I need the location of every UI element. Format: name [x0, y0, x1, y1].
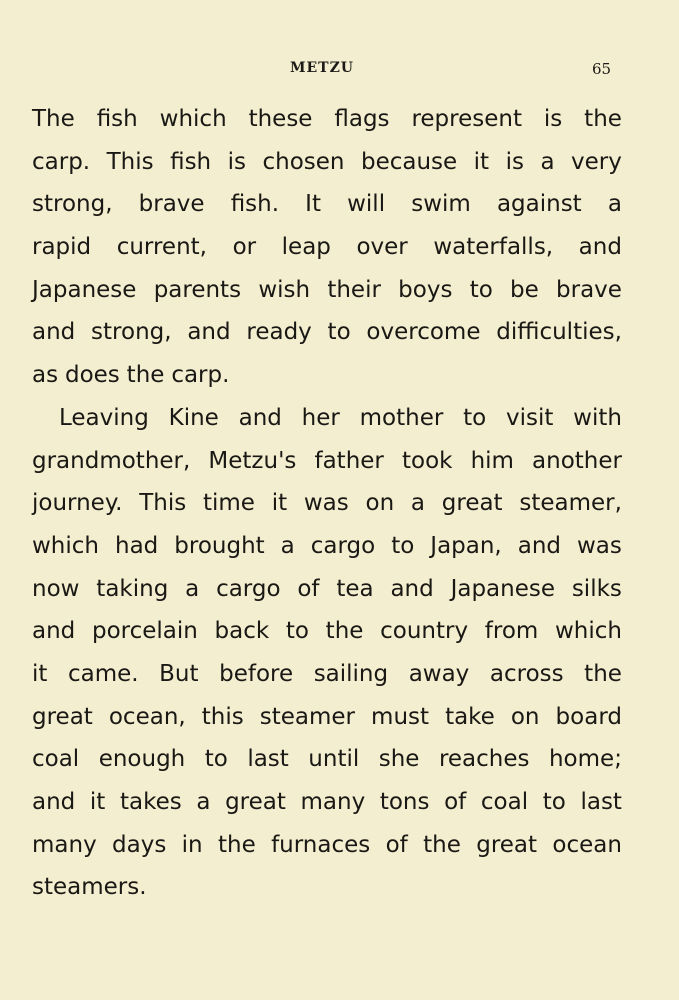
word: many	[300, 789, 366, 815]
word: another	[532, 447, 622, 474]
word: which	[32, 532, 100, 559]
word: a	[185, 575, 200, 602]
word: visit	[505, 404, 554, 431]
word: brought	[174, 532, 265, 559]
word: and	[32, 319, 76, 346]
word: it	[271, 490, 288, 517]
text-line	[32, 866, 622, 909]
word: takes	[119, 789, 182, 815]
word: came.	[67, 660, 139, 687]
word: ocean,	[108, 703, 186, 730]
word: grandmother,	[32, 447, 191, 474]
word: steamers.	[32, 874, 147, 901]
word: Japanese	[450, 575, 555, 602]
word: It	[305, 191, 321, 218]
word: to	[285, 618, 309, 645]
word: a	[540, 148, 555, 175]
word: rapid	[32, 234, 92, 261]
word: and	[390, 575, 434, 602]
word: great	[476, 831, 538, 858]
word: porcelain	[91, 618, 198, 645]
word: the	[217, 831, 256, 858]
text-line	[32, 824, 622, 867]
word: the	[584, 660, 622, 687]
word: enough	[98, 746, 186, 773]
word: waterfalls,	[433, 234, 554, 261]
word: fish	[96, 106, 138, 132]
text-line	[32, 738, 622, 781]
word: the	[584, 106, 622, 132]
word: the	[423, 831, 461, 858]
word: steamer,	[519, 490, 622, 517]
word: flags	[334, 106, 390, 132]
text-line	[32, 397, 622, 440]
word: now	[32, 575, 80, 602]
word: was	[577, 532, 622, 559]
word: on	[510, 703, 540, 730]
word: of	[385, 831, 408, 858]
word: is	[543, 106, 563, 132]
text-line	[32, 98, 622, 141]
word: Japan,	[430, 532, 502, 559]
running-title: METZU	[290, 60, 355, 76]
word: Metzu's	[208, 447, 297, 474]
word: which	[554, 618, 622, 645]
word: be	[510, 276, 539, 303]
word: to	[204, 746, 228, 773]
text-line	[32, 781, 622, 824]
word: their	[327, 276, 381, 303]
word: But	[159, 660, 199, 687]
text-line	[32, 653, 622, 696]
word: it	[89, 789, 106, 815]
word: over	[356, 234, 408, 261]
word: many	[32, 831, 97, 858]
word: a	[280, 532, 295, 559]
word: difficulties,	[496, 319, 622, 346]
text-line	[32, 482, 622, 525]
word: carp.	[171, 362, 230, 389]
text-line	[32, 568, 622, 611]
word: great	[32, 703, 93, 730]
word: time	[202, 490, 255, 517]
word: swim	[411, 191, 471, 218]
word: cargo	[310, 532, 376, 559]
word: and	[187, 319, 231, 346]
word: journey.	[32, 490, 123, 517]
word: brave	[138, 191, 205, 218]
word: sailing	[313, 660, 389, 687]
word: great	[441, 490, 503, 517]
word: reaches	[438, 746, 530, 773]
text-line	[32, 226, 622, 269]
word: of	[444, 789, 467, 815]
word: The	[32, 106, 75, 132]
word: coal	[480, 789, 529, 815]
word: is	[505, 148, 524, 175]
text-line	[32, 525, 622, 568]
word: current,	[116, 234, 207, 261]
word: to	[391, 532, 415, 559]
word: until	[308, 746, 360, 773]
word: carp.	[32, 148, 91, 175]
word: home;	[548, 746, 622, 773]
text-line	[32, 440, 622, 483]
word: fish	[170, 148, 212, 175]
word: because	[360, 148, 458, 175]
word: leap	[281, 234, 331, 261]
word: take	[445, 703, 495, 730]
word: country	[380, 618, 469, 645]
word: board	[555, 703, 622, 730]
word: will	[347, 191, 386, 218]
word: her	[301, 404, 340, 431]
text-line	[32, 696, 622, 739]
word: and	[238, 404, 282, 431]
word: chosen	[262, 148, 345, 175]
word: him	[470, 447, 514, 474]
word: taking	[96, 575, 169, 602]
word: it	[473, 148, 490, 175]
word: Kine	[168, 404, 219, 431]
word: does	[64, 362, 120, 389]
word: tons	[379, 789, 430, 815]
word: to	[542, 789, 566, 815]
word: the	[325, 618, 364, 645]
word: steamer	[259, 703, 356, 730]
word: away	[408, 660, 470, 687]
word: boys	[398, 276, 453, 303]
text-line	[32, 183, 622, 226]
word: in	[181, 831, 203, 858]
word: a	[607, 191, 622, 218]
paragraph	[32, 397, 622, 909]
word: and	[32, 789, 76, 815]
word: a	[410, 490, 426, 517]
text-line	[32, 610, 622, 653]
word: to	[463, 404, 487, 431]
word: or	[232, 234, 257, 261]
page-number: 65	[592, 60, 612, 78]
word: on	[365, 490, 395, 517]
word: ocean	[552, 831, 622, 858]
word: these	[248, 106, 313, 132]
word: days	[112, 831, 167, 858]
word: Leaving	[59, 404, 149, 431]
word: and	[517, 532, 562, 559]
word: tea	[336, 575, 374, 602]
text-line	[32, 311, 622, 354]
word: wish	[258, 276, 311, 303]
word: before	[219, 660, 294, 687]
word: a	[196, 789, 211, 815]
word: This	[106, 148, 154, 175]
text-line	[32, 141, 622, 184]
text-line	[32, 269, 622, 312]
word: cargo	[216, 575, 281, 602]
word: silks	[571, 575, 622, 602]
word: of	[297, 575, 320, 602]
word: was	[303, 490, 349, 517]
word: represent	[411, 106, 522, 132]
word: across	[489, 660, 564, 687]
word: great	[225, 789, 286, 815]
word: from	[484, 618, 539, 645]
word: very	[571, 148, 622, 175]
running-header	[0, 60, 679, 80]
word: which	[159, 106, 227, 132]
word: and	[32, 618, 76, 645]
word: this	[201, 703, 244, 730]
word: mother	[359, 404, 444, 431]
word: parents	[153, 276, 242, 303]
word: the	[126, 362, 165, 389]
word: must	[371, 703, 430, 730]
word: with	[573, 404, 622, 431]
word: Japanese	[32, 276, 137, 303]
word: as	[32, 362, 59, 389]
paragraph	[32, 98, 622, 397]
word: fish.	[230, 191, 280, 218]
word: brave	[556, 276, 622, 303]
text-line	[32, 354, 622, 397]
word: strong,	[32, 191, 113, 218]
word: last	[247, 746, 289, 773]
word: coal	[32, 746, 80, 773]
word: she	[378, 746, 420, 773]
word: and	[578, 234, 622, 261]
word: back	[214, 618, 270, 645]
word: This	[139, 490, 187, 517]
word: took	[401, 447, 453, 474]
word: strong,	[91, 319, 172, 346]
word: ready	[246, 319, 312, 346]
word: last	[580, 789, 622, 815]
word: against	[496, 191, 582, 218]
word: to	[327, 319, 351, 346]
word: it	[32, 660, 48, 687]
word: furnaces	[271, 831, 371, 858]
word: to	[469, 276, 493, 303]
word: is	[227, 148, 246, 175]
word: overcome	[366, 319, 481, 346]
body-text	[32, 98, 622, 909]
word: had	[115, 532, 159, 559]
word: father	[314, 447, 384, 474]
